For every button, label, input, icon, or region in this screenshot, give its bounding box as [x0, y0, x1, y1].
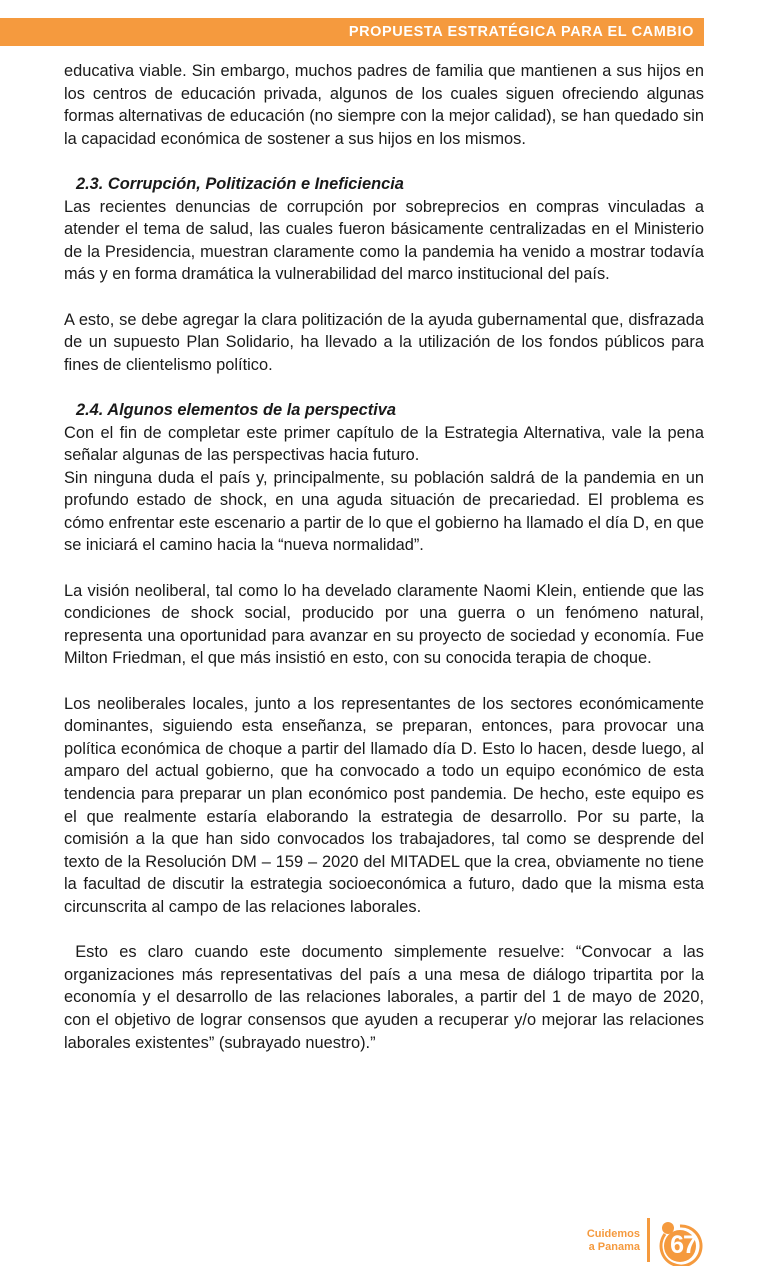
paragraph: A esto, se debe agregar la clara politización de la ayuda gubernamental que, disfrazada de un supuesto Plan Solidario, ha llevado a la utilización de los fondos públicos para fines de clientelismo político.	[64, 310, 704, 374]
footer-brand-line1: Cuidemos	[586, 1228, 640, 1240]
paragraph: Las recientes denuncias de corrupción por sobreprecios en compras vinculadas a atender el tema de salud, las cuales fueron básicamente centralizadas en el Ministerio de la Presidencia, muestran claramente como la pandemia ha venido a mostrar todavía más y en forma dramática la vulnerabilidad del marco institucional del país.	[64, 197, 704, 284]
paragraph: educativa viable. Sin embargo, muchos padres de familia que mantienen a sus hijos en los centros de educación privada, algunos de los cuales siguen ofreciendo algunas formas alternativas de educación (no siempre con la mejor calidad), se han quedado sin la capacidad económica de sostener a sus hijos en los mismos.	[64, 62, 704, 148]
paragraph: Esto es claro cuando este documento simplemente resuelve: “Convocar a las organizaciones más representativas del país a una mesa de diálogo tripartita por la economía y el desarrollo de las relaciones laborales, a partir del 1 de mayo de 2020, con el objetivo de lograr consensos que ayuden a recuperar y/o mejorar las relaciones laborales existentes” (subrayado nuestro).”	[64, 943, 709, 1052]
paragraph: Con el fin de completar este primer capítulo de la Estrategia Alternativa, vale la pena señalar algunas de las perspectivas hacia futuro.	[64, 423, 704, 465]
paragraph-gap	[64, 670, 704, 693]
document-body	[64, 60, 709, 1054]
paragraph: Los neoliberales locales, junto a los representantes de los sectores económicamente dominantes, siguiendo esta enseñanza, se preparan, entonces, para provocar una política económica de choque a partir del llamado día D. Esto lo hacen, desde luego, al amparo del actual gobierno, que ha convocado a todo un equipo económico de esta tendencia para preparar un plan económico post pandemia. De hecho, este equipo es el que realmente estaría elaborando la estrategia de desarrollo. Por su parte, la comisión a la que han sido convocados los trabajadores, tal como se desprende del texto de la Resolución DM – 159 – 2020 del MITADEL que la crea, obviamente no tiene la facultad de discutir la estrategia socioeconómica a futuro, dado que la misma esta circunscrita al campo de las relaciones laborales.	[64, 694, 704, 916]
header-band	[0, 18, 704, 46]
footer-brand	[587, 1228, 640, 1254]
paragraph: Sin ninguna duda el país y, principalmente, su población saldrá de la pandemia en un profundo estado de shock, en una aguda situación de precariedad. El problema es cómo enfrentar este escenario a partir de lo que el gobierno ha llamado el día D, en que se iniciará el camino hacia la “nueva normalidad”.	[64, 468, 704, 555]
footer-brand-line2: a Panama	[588, 1241, 640, 1253]
footer-divider	[647, 1218, 650, 1262]
section-heading-2-4: 2.4. Algunos elementos de la perspectiva	[76, 400, 397, 419]
paragraph: La visión neoliberal, tal como lo ha develado claramente Naomi Klein, entiende que las condiciones de shock social, producido por una guerra o un fenómeno natural, representa una oportunidad para avanzar en su proyecto de sociedad y economía. Fue Milton Friedman, el que más insistió en esto, con su conocida terapia de choque.	[64, 581, 704, 668]
paragraph-gap	[64, 557, 704, 580]
page-number: 67	[670, 1231, 696, 1259]
section-heading-2-3: 2.3. Corrupción, Politización e Ineficiencia	[76, 174, 404, 193]
paragraph-gap	[64, 150, 704, 173]
running-header-title: PROPUESTA ESTRATÉGICA PARA EL CAMBIO	[348, 24, 694, 40]
paragraph-gap	[64, 286, 704, 309]
paragraph-gap	[64, 376, 704, 399]
paragraph-gap	[64, 919, 704, 942]
